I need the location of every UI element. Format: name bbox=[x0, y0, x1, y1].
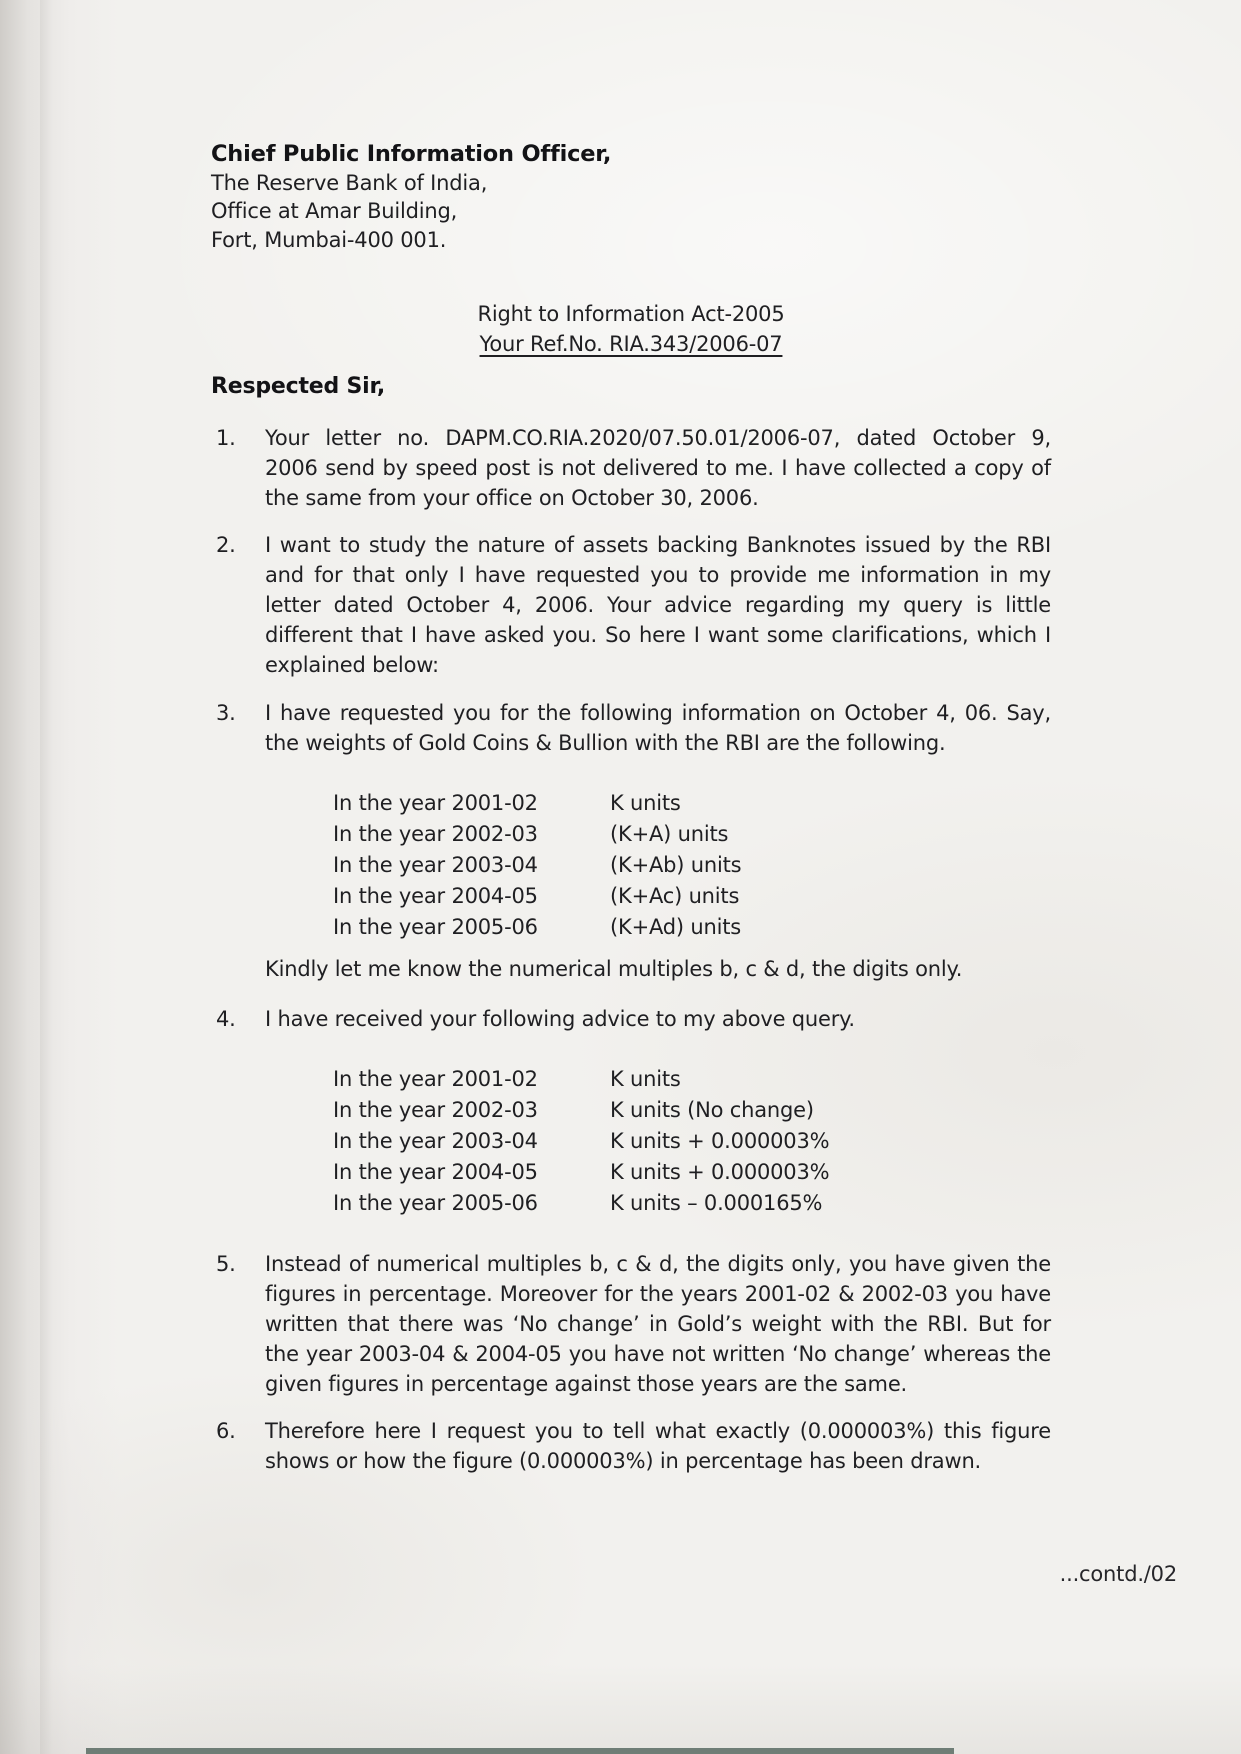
table-row: In the year 2002-03 (K+A) units bbox=[333, 822, 729, 846]
list-item-4-text: I have received your following advice to my above query. bbox=[265, 1007, 855, 1031]
list-item-1-number: 1. bbox=[216, 426, 236, 450]
table-row: In the year 2004-05 (K+Ac) units bbox=[333, 884, 740, 908]
list-item-5-text: Instead of numerical multiples b, c & d, the digits only, you have given the figures in percentage. Moreover for the years 2001-02 & 2002-03 you have written that there was ‘No change’ in Gold’s weight with the RBI. But for the year 2003-04 & 2004-05 you have not written ‘No change’ whereas the given figures in percentage against those years are the same. bbox=[265, 1252, 1051, 1396]
list-item-1-text: Your letter no. DAPM.CO.RIA.2020/07.50.01/2006-07, dated October 9, 2006 send by speed post is not delivered to me. I have collected a copy of the same from your office on October 30, 2006. bbox=[265, 426, 1051, 510]
list-item-6-number: 6. bbox=[216, 1419, 236, 1443]
list-item-2-number: 2. bbox=[216, 533, 236, 557]
subject-act-line: Right to Information Act-2005 bbox=[477, 302, 785, 326]
table-row: In the year 2004-05 K units + 0.000003% bbox=[333, 1160, 830, 1184]
scanner-edge-artifact bbox=[86, 1748, 954, 1754]
subject-block bbox=[211, 299, 1051, 359]
continuation-marker: ...contd./02 bbox=[1059, 1562, 1177, 1586]
list-item-3-body bbox=[265, 698, 1051, 984]
list-item-3 bbox=[211, 698, 1051, 984]
list-item-1 bbox=[211, 423, 1051, 513]
list-item-4 bbox=[211, 1004, 1051, 1230]
table-row: In the year 2001-02 K units bbox=[333, 1067, 681, 1091]
list-item-3-note: Kindly let me know the numerical multiples b, c & d, the digits only. bbox=[265, 957, 963, 981]
table-row: In the year 2001-02 K units bbox=[333, 791, 681, 815]
subject-reference-number: Your Ref.No. RIA.343/2006-07 bbox=[479, 332, 783, 356]
list-item-5 bbox=[211, 1249, 1051, 1399]
recipient-address-line-1: Office at Amar Building, bbox=[211, 199, 458, 223]
recipient-title: Chief Public Information Officer, bbox=[211, 141, 612, 167]
list-item-5-number: 5. bbox=[216, 1252, 236, 1276]
table-row: In the year 2005-06 K units – 0.000165% bbox=[333, 1191, 823, 1215]
recipient-organization: The Reserve Bank of India, bbox=[211, 170, 488, 195]
recipient-address-block bbox=[211, 140, 1051, 254]
requested-weights-table bbox=[333, 788, 1051, 943]
table-row: In the year 2003-04 K units + 0.000003% bbox=[333, 1129, 830, 1153]
list-item-4-body bbox=[265, 1004, 1051, 1230]
letter-content bbox=[211, 140, 1051, 1476]
list-item-6-text: Therefore here I request you to tell what exactly (0.000003%) this figure shows or how the figure (0.000003%) in percentage has been drawn. bbox=[265, 1419, 1051, 1473]
advice-received-table bbox=[333, 1064, 1051, 1219]
list-item-2 bbox=[211, 530, 1051, 680]
table-row: In the year 2005-06 (K+Ad) units bbox=[333, 915, 741, 939]
list-item-3-text: I have requested you for the following information on October 4, 06. Say, the weights of Gold Coins & Bullion with the RBI are the following. bbox=[265, 701, 1051, 755]
list-item-6 bbox=[211, 1416, 1051, 1476]
table-row: In the year 2003-04 (K+Ab) units bbox=[333, 853, 742, 877]
salutation: Respected Sir, bbox=[211, 374, 386, 399]
table-row: In the year 2002-03 K units (No change) bbox=[333, 1098, 814, 1122]
list-item-2-text: I want to study the nature of assets backing Banknotes issued by the RBI and for that only I have requested you to provide me information in my letter dated October 4, 2006. Your advice regarding my query is little different that I have asked you. So here I want some clarifications, which I explained below: bbox=[265, 533, 1051, 677]
recipient-address-line-2: Fort, Mumbai-400 001. bbox=[211, 227, 447, 252]
list-item-3-number: 3. bbox=[216, 701, 236, 725]
list-item-4-number: 4. bbox=[216, 1007, 236, 1031]
